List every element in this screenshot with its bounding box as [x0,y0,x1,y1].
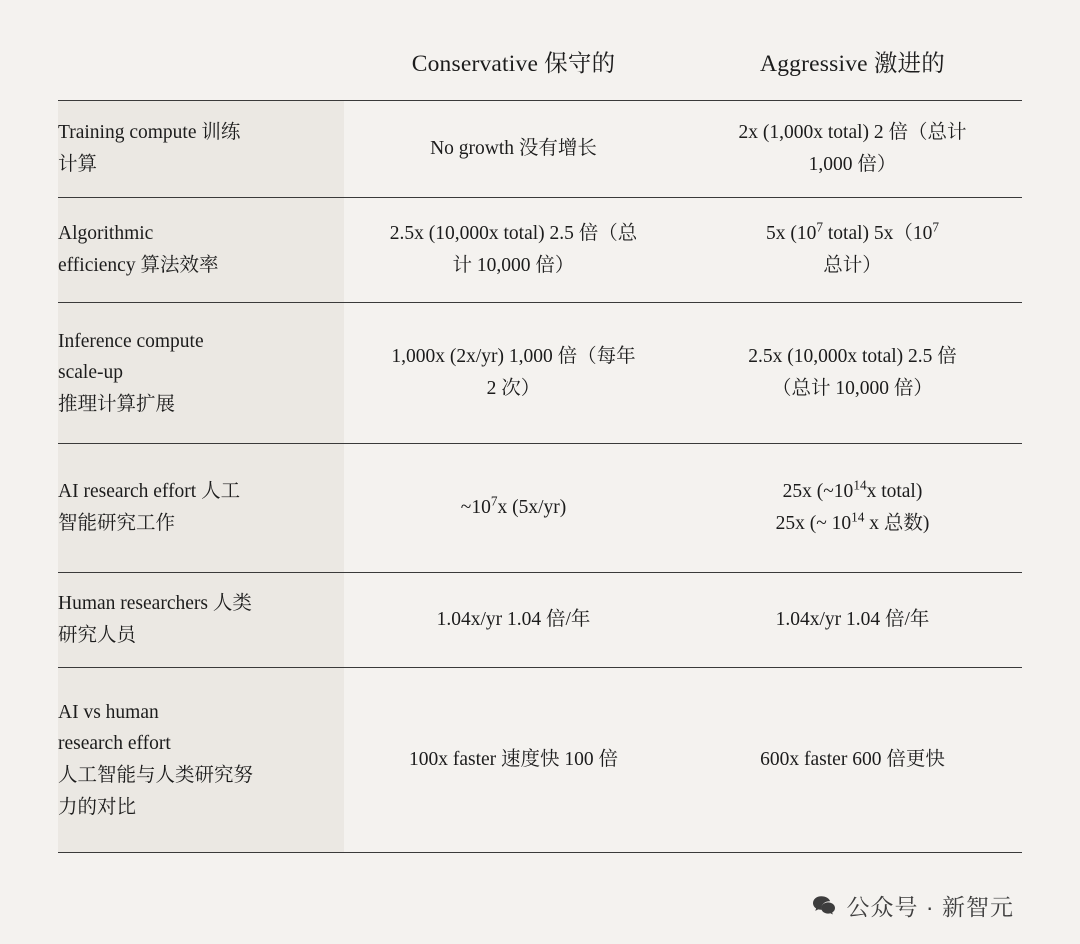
row-label-ai-research-effort: AI research effort 人工 智能研究工作 [58,444,344,573]
table-corner-cell [58,22,344,101]
cell-ai-vs-human-aggressive: 600x faster 600 倍更快 [683,668,1022,853]
table-row [58,303,1022,444]
row-label-inference-compute-scale-up: Inference compute scale-up 推理计算扩展 [58,303,344,444]
table-row [58,198,1022,303]
document-page [0,22,1080,944]
row-label-algorithmic-efficiency: Algorithmic efficiency 算法效率 [58,198,344,303]
table-row [58,444,1022,573]
table-header [58,22,1022,101]
watermark [811,889,1014,922]
cell-ai-research-effort-aggressive: 25x ($\sim 10^{14}x$ total) 25x (~ $10^{14}$ x 总数) [683,444,1022,573]
comparison-table [58,22,1022,853]
cell-inference-compute-aggressive: 2.5x (10,000x total) 2.5 倍 （总计 10,000 倍） [683,303,1022,444]
cell-algorithmic-efficiency-conservative: 2.5x (10,000x total) 2.5 倍（总 计 10,000 倍） [344,198,683,303]
table-row [58,668,1022,853]
cell-training-compute-conservative: No growth 没有增长 [344,101,683,198]
cell-training-compute-aggressive: 2x (1,000x total) 2 倍（总计 1,000 倍） [683,101,1022,198]
table-row [58,573,1022,668]
row-label-training-compute: Training compute 训练 计算 [58,101,344,198]
cell-human-researchers-aggressive: 1.04x/yr 1.04 倍/年 [683,573,1022,668]
column-header-conservative: Conservative 保守的 [344,22,683,101]
wechat-logo-icon [811,893,837,919]
table-body [58,101,1022,853]
cell-ai-vs-human-conservative: 100x faster 速度快 100 倍 [344,668,683,853]
watermark-text: 公众号 · 新智元 [846,894,1014,920]
table-row [58,101,1022,198]
cell-ai-research-effort-conservative: $\sim 10^7x$ (5x/yr) [344,444,683,573]
cell-inference-compute-conservative: 1,000x (2x/yr) 1,000 倍（每年 2 次） [344,303,683,444]
cell-algorithmic-efficiency-aggressive: 5x ($10^7$ total) $5x(10^7$ 总计） [683,198,1022,303]
row-label-human-researchers: Human researchers 人类 研究人员 [58,573,344,668]
column-header-aggressive: Aggressive 激进的 [683,22,1022,101]
row-label-ai-vs-human-research-effort: AI vs human research effort 人工智能与人类研究努 力的对比 [58,668,344,853]
cell-human-researchers-conservative: 1.04x/yr 1.04 倍/年 [344,573,683,668]
